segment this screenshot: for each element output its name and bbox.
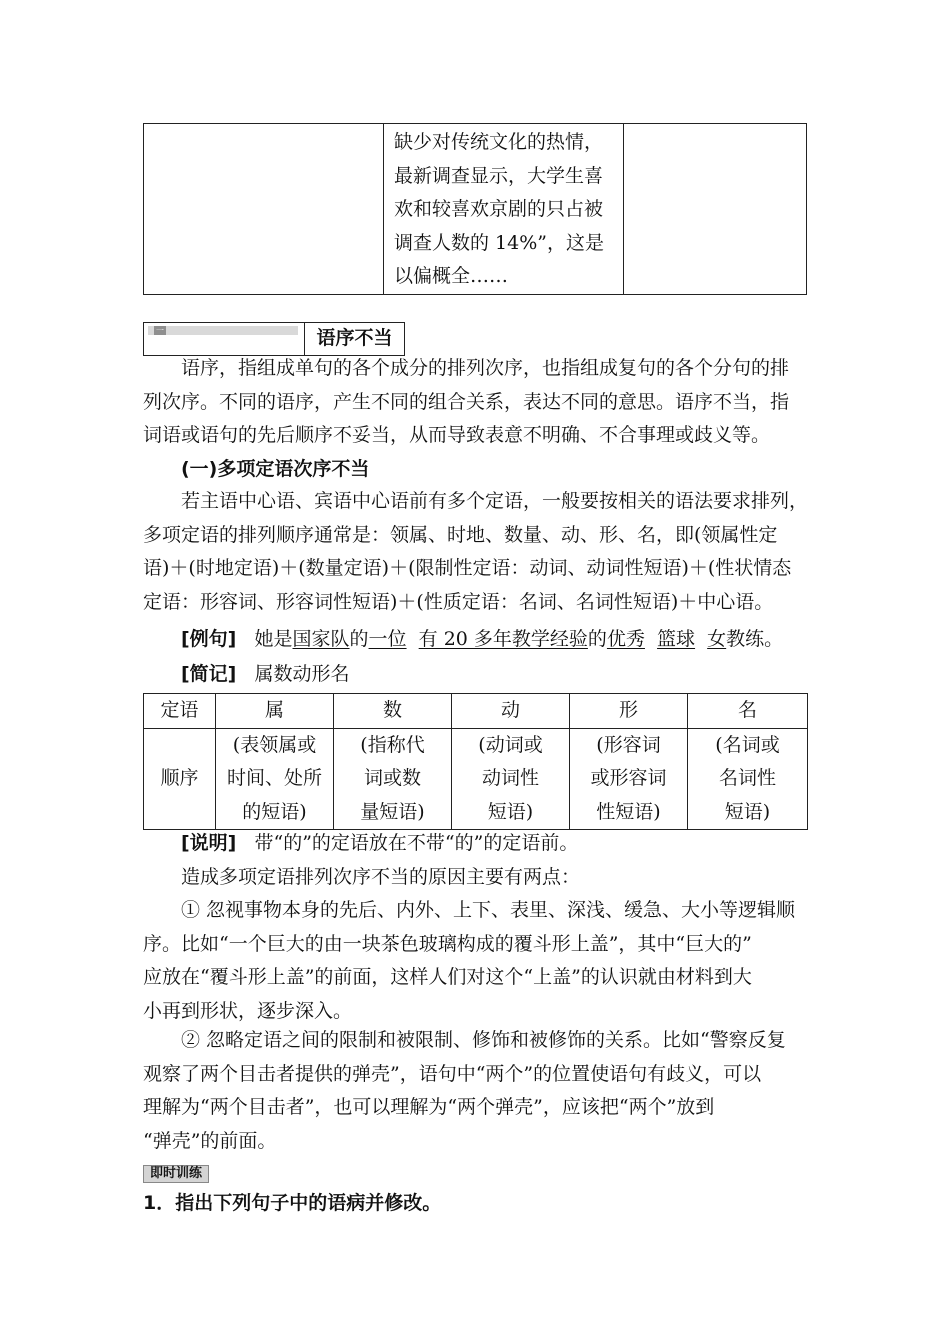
text-line: ① 忽视事物本身的先后、内外、上下、表里、深浅、缓急、大小等逻辑顺 — [181, 899, 796, 921]
practice-tag-wrap — [143, 1160, 209, 1183]
underlined-phrase: 国家队 — [292, 628, 350, 650]
note — [143, 826, 846, 860]
section-number-box — [144, 323, 305, 355]
row-label: 顺序 — [144, 728, 216, 830]
table-cell — [334, 728, 452, 830]
text-line: 语序，指组成单句的各个成分的排列次序，也指组成复句的各个分句的排 — [181, 357, 790, 379]
example-text: 的 — [349, 628, 369, 650]
cell-line: 短语) — [724, 800, 771, 823]
attribute-order-table — [143, 693, 808, 830]
cell-line: (动词或 — [478, 733, 543, 756]
section-heading — [143, 322, 405, 356]
subheading: (一)多项定语次序不当 — [181, 458, 370, 480]
continued-table — [143, 123, 807, 295]
text-line: 观察了两个目击者提供的弹壳”，语句中“两个”的位置使语句有歧义，可以 — [143, 1062, 762, 1085]
underlined-phrase: 优秀 — [606, 628, 645, 650]
text-line: 语)＋(时地定语)＋(数量定语)＋(限制性定语：动词、动词性短语)＋(性状情态 — [143, 557, 792, 580]
table-cell — [570, 728, 688, 830]
table-cell-example — [384, 124, 624, 295]
cell-line: 以偏概全…… — [394, 265, 509, 288]
cell-line: 性短语) — [596, 800, 661, 823]
text-line: 定语：形容词、形容词性短语)＋(性质定语：名词、名词性短语)＋中心语。 — [143, 591, 774, 614]
text-line: 理解为“两个目击者”，也可以理解为“两个弹壳”，应该把“两个”放到 — [143, 1096, 715, 1119]
text-line: “弹壳”的前面。 — [143, 1130, 277, 1153]
underlined-phrase: 一位 — [368, 628, 407, 650]
cell-line: (名词或 — [715, 733, 780, 756]
note-text: 带“的”的定语放在不带“的”的定语前。 — [254, 832, 579, 854]
table-header: 名 — [688, 694, 808, 729]
cell-line: 缺少对传统文化的热情， — [394, 131, 604, 153]
cell-line: 词或数 — [363, 767, 421, 789]
table-header: 形 — [570, 694, 688, 729]
intro-paragraph — [143, 352, 808, 453]
note-label: [说明] — [181, 832, 237, 854]
section-title: 语序不当 — [316, 327, 393, 349]
reason-2 — [143, 1024, 808, 1159]
underlined-phrase: 女 — [707, 628, 727, 650]
example-text: 她是 — [254, 628, 293, 650]
reasons-intro: 造成多项定语排列次序不当的原因主要有两点： — [181, 866, 581, 888]
cell-line: 欢和较喜欢京剧的只占被 — [394, 198, 604, 221]
text-line: 列次序。不同的语序，产生不同的组合关系，表达不同的意思。语序不当，指 — [143, 390, 790, 413]
table-header: 数 — [334, 694, 452, 729]
section-number: 一 — [156, 326, 164, 335]
rule-paragraph — [143, 485, 808, 620]
cell-line: 调查人数的 14%”，这是 — [394, 231, 604, 254]
example-label: [例句] — [181, 628, 237, 650]
cell-line: 时间、处所 — [226, 767, 322, 789]
cell-line: 最新调查显示，大学生喜 — [394, 164, 604, 187]
mnemonic-text: 属数动形名 — [254, 663, 350, 685]
example-text: 的 — [587, 628, 607, 650]
example-text: 教练。 — [726, 628, 784, 650]
practice-tag: 即时训练 — [143, 1165, 209, 1183]
cell-line: 短语) — [487, 800, 534, 823]
underlined-phrase: 有 20 多年教学经验 — [418, 628, 588, 650]
cell-line: 名词性 — [718, 767, 776, 789]
text-line: 小再到形状，逐步深入。 — [143, 1000, 353, 1023]
cell-line: 动词性 — [481, 767, 539, 789]
table-header: 属 — [216, 694, 334, 729]
reason-1 — [143, 894, 808, 1029]
text-line: 应放在“覆斗形上盖”的前面，这样人们对这个“上盖”的认识就由材料到大 — [143, 966, 752, 989]
cell-line: 量短语) — [360, 800, 425, 823]
question: 1．指出下列句子中的语病并修改。 — [143, 1192, 442, 1214]
text-line: 序。比如“一个巨大的由一块茶色玻璃构成的覆斗形上盖”，其中“巨大的” — [143, 932, 752, 955]
text-line: 若主语中心语、宾语中心语前有多个定语，一般要按相关的语法要求排列， — [181, 490, 809, 512]
cell-line: (表领属或 — [232, 733, 317, 756]
cell-line: 的短语) — [242, 800, 307, 823]
cell-line: (形容词 — [596, 733, 661, 756]
table-cell — [688, 728, 808, 830]
mnemonic — [143, 657, 846, 691]
example-sentence — [143, 622, 846, 656]
table-cell — [452, 728, 570, 830]
table-header: 动 — [452, 694, 570, 729]
table-cell — [216, 728, 334, 830]
cell-line: 或形容词 — [590, 767, 667, 789]
text-line: ② 忽略定语之间的限制和被限制、修饰和被修饰的关系。比如“警察反复 — [181, 1029, 786, 1051]
text-line: 多项定语的排列顺序通常是：领属、时地、数量、动、形、名，即(领属性定 — [143, 523, 778, 546]
table-header: 定语 — [144, 694, 216, 729]
underlined-phrase: 篮球 — [657, 628, 696, 650]
text-line: 词语或语句的先后顺序不妥当，从而导致表意不明确、不合事理或歧义等。 — [143, 424, 771, 447]
mnemonic-label: [简记] — [181, 663, 237, 685]
section-bar — [148, 326, 298, 335]
table-cell-empty — [624, 124, 807, 295]
cell-line: (指称代 — [360, 733, 425, 756]
table-cell-empty — [144, 124, 384, 295]
